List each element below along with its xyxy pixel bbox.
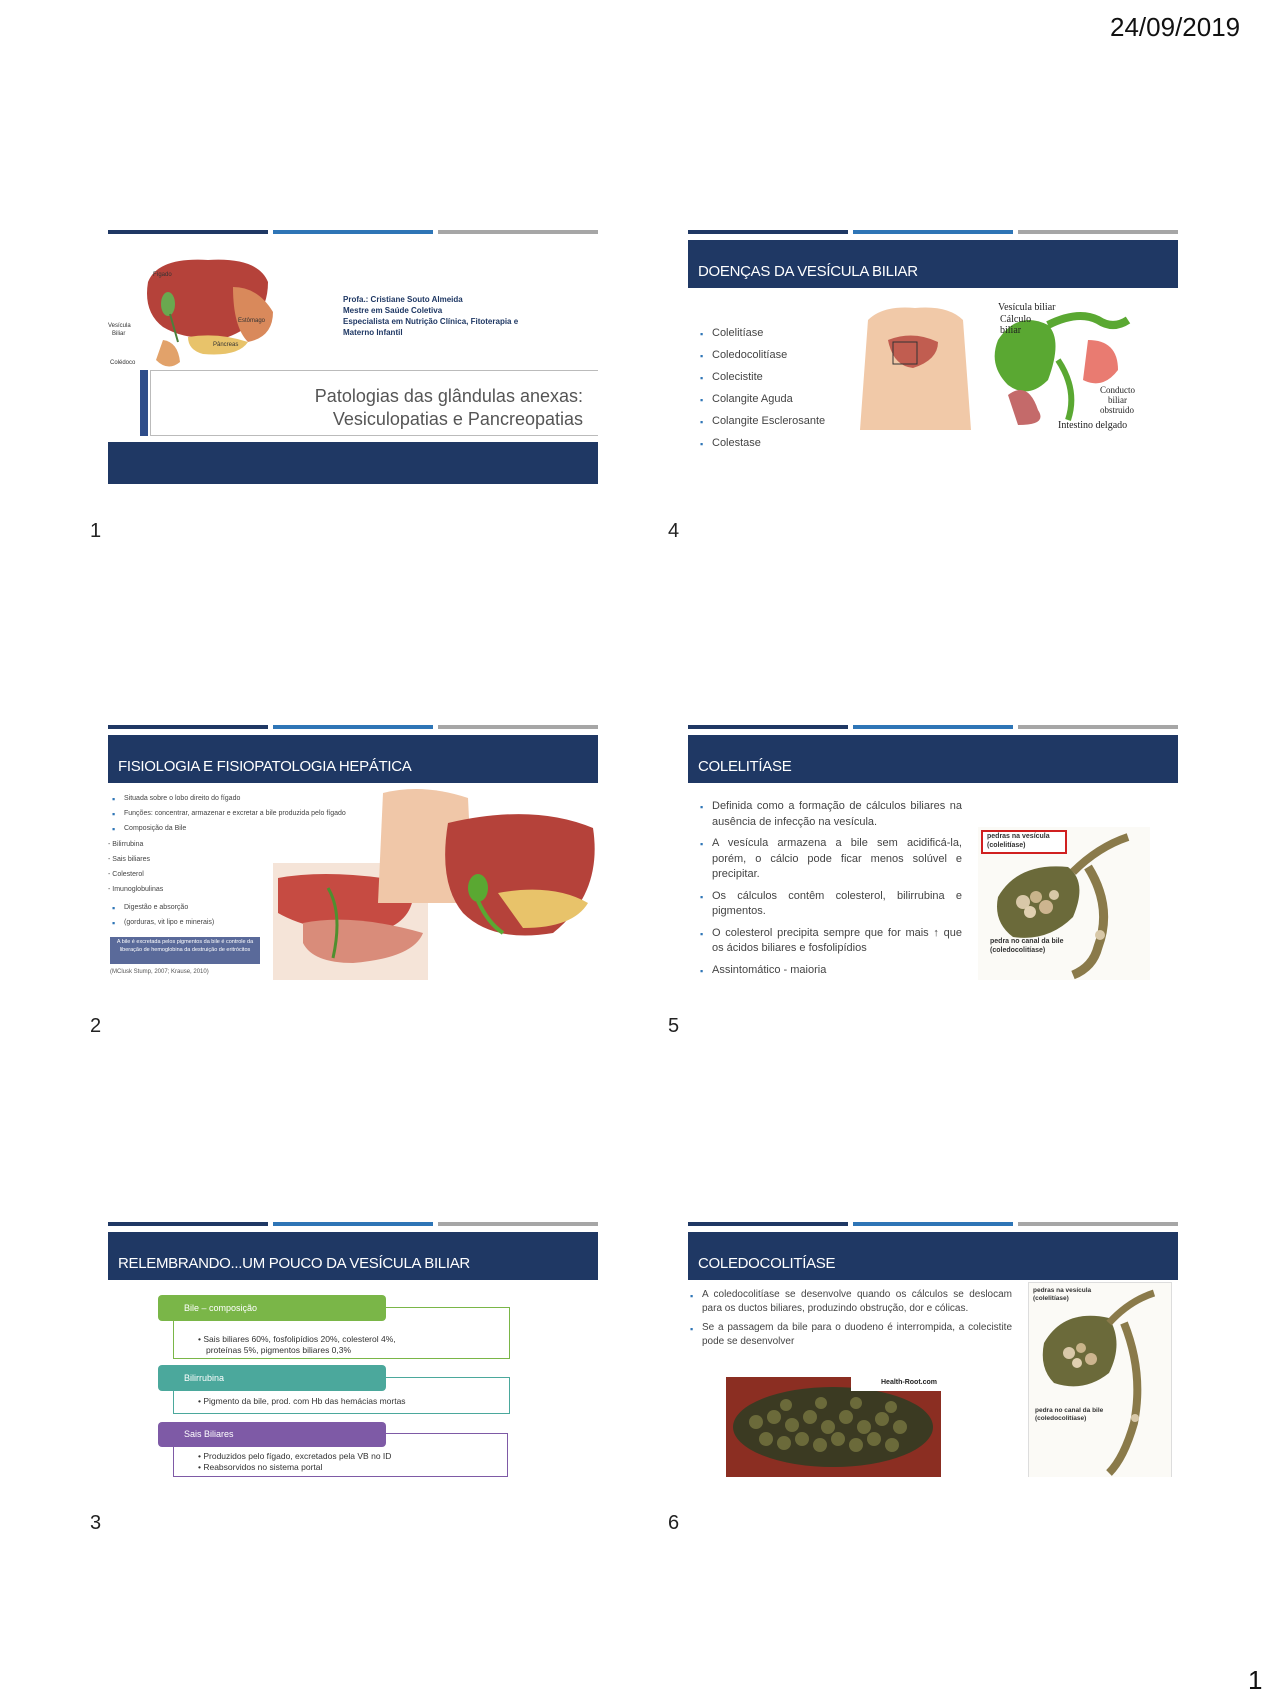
label-pedras: pedras na vesícula — [1033, 1287, 1092, 1294]
group-header-bile: Bile – composição — [158, 1295, 386, 1321]
list-item: • Produzidos pelo fígado, excretados pela VB no ID — [198, 1451, 392, 1461]
gallstones-illustration — [726, 1377, 941, 1477]
label-biliar: Biliar — [112, 331, 126, 337]
title-bar — [688, 735, 1178, 783]
gallstones-photo — [726, 1377, 941, 1477]
slide-title-line1: Patologias das glândulas anexas: — [314, 386, 583, 406]
bullet-list — [700, 322, 825, 454]
label-conducto-biliar: biliar — [1108, 395, 1127, 405]
page-number: 1 — [1248, 1665, 1263, 1695]
author-spec-2: Materno Infantil — [343, 328, 403, 337]
slide-title: COLELITÍASE — [698, 758, 792, 775]
list-item: proteínas 5%, pigmentos biliares 0,3% — [206, 1345, 352, 1355]
list-item: ▪ Situada sobre o lobo direito do fígado — [112, 791, 382, 806]
list-item: ▪ Composição da Bile — [112, 821, 382, 836]
slide-title: DOENÇAS DA VESÍCULA BILIAR — [698, 263, 918, 280]
label-figado: Fígado — [153, 272, 172, 278]
list-item: • Sais biliares 60%, fosfolipídios 20%, colesterol 4%, — [198, 1334, 396, 1344]
list-item: ▪ Digestão e absorção — [112, 900, 214, 915]
title-bar — [688, 1232, 1178, 1280]
gallstone-diagram — [1028, 1282, 1172, 1477]
group-items — [198, 1451, 507, 1473]
list-item: ▪ Se a passagem da bile para o duodeno é interrompida, a colecistite pode se desenvolver — [690, 1321, 1012, 1349]
slide-title: FISIOLOGIA E FISIOPATOLOGIA HEPÁTICA — [118, 758, 412, 775]
slide-number-6: 6 — [668, 1512, 680, 1534]
label-coledocolitiase-block — [990, 937, 1064, 955]
title-bar — [108, 735, 598, 783]
list-item: ▪ A vesícula armazena a bile sem acidificá-la, porém, o cálcio pode ficar menos solúvel e precipitar. — [700, 836, 962, 883]
label-box-colelitiase — [981, 830, 1067, 854]
list-item: - Colesterol — [108, 871, 144, 878]
list-item: • Reabsorvidos no sistema portal — [198, 1462, 323, 1472]
bottom-band — [108, 442, 598, 484]
list-item: - Sais biliares — [108, 856, 151, 863]
list-item: - Bilirrubina — [108, 841, 144, 848]
title-bar — [688, 240, 1178, 288]
callout-box: A bile é excretada pelos pigmentos da bile é controle da liberação de hemoglobina da destruição de eritrócitos — [110, 937, 260, 964]
group-items — [198, 1334, 509, 1356]
slide-1 — [108, 230, 598, 485]
slide-3 — [108, 1222, 598, 1477]
slide-6 — [688, 1222, 1178, 1477]
top-bars — [108, 725, 598, 730]
label-pancreas: Pâncreas — [213, 342, 239, 348]
list-item: ▪ O colesterol precipita sempre que for mais ↑ que os ácidos biliares e fosfolipídios — [700, 926, 962, 957]
label-colelitiase: (colelitíase) — [1033, 1295, 1069, 1302]
label-pedra-canal: pedra no canal da bile — [990, 938, 1064, 945]
list-item: ▪ Colelitíase — [700, 322, 825, 344]
sub-list — [108, 837, 163, 897]
slide-title: COLEDOCOLITÍASE — [698, 1255, 836, 1272]
slide-4 — [688, 230, 1178, 485]
list-item: ▪ Colestase — [700, 432, 825, 454]
list-item: ▪ Colecistite — [700, 366, 825, 388]
top-bars — [108, 1222, 598, 1227]
citation: (MClusk Stump, 2007; Krause, 2010) — [110, 969, 209, 975]
slide-title: RELEMBRANDO...UM POUCO DA VESÍCULA BILIAR — [118, 1255, 470, 1272]
label-vesicula-biliar: Vesícula biliar — [998, 302, 1056, 313]
author-block — [343, 294, 518, 338]
label-conducto: Conducto — [1100, 385, 1135, 395]
label-calculo: Cálculo — [1000, 314, 1032, 325]
watermark: Health-Root.com — [881, 1379, 937, 1386]
top-bars — [688, 1222, 1178, 1227]
slide-5 — [688, 725, 1178, 980]
author-name: Profa.: Cristiane Souto Almeida — [343, 295, 463, 304]
label-coledocolitiase-block — [1035, 1407, 1103, 1423]
slide-number-2: 2 — [90, 1015, 102, 1037]
list-item: ▪ Colangite Aguda — [700, 388, 825, 410]
torso-illustration — [853, 300, 978, 435]
label-estomago: Estômago — [238, 318, 266, 324]
title-box — [150, 370, 598, 436]
list-item: ▪ A coledocolitíase se desenvolve quando os cálculos se deslocam para os ductos biliares, produzindo obstrução, dor e cólicas. — [690, 1288, 1012, 1316]
label-vesicula: Vesícula — [108, 323, 131, 329]
gallstone-illustration — [1029, 1283, 1171, 1477]
slide-2 — [108, 725, 598, 980]
label-obstruido: obstruido — [1100, 405, 1135, 415]
label-pedras: pedras na vesícula — [987, 833, 1050, 840]
title-bar — [108, 1232, 598, 1280]
list-item: ▪ Funções: concentrar, armazenar e excretar a bile produzida pelo fígado — [112, 806, 382, 821]
slide-number-5: 5 — [668, 1015, 680, 1037]
label-coledocolitiase: (coledocolitíase) — [990, 947, 1046, 954]
author-spec: Especialista em Nutrição Clínica, Fitoterapia e — [343, 317, 519, 326]
top-bars — [108, 230, 598, 235]
slide-title-line2: Vesiculopatias e Pancreopatias — [332, 409, 583, 429]
slide-number-1: 1 — [90, 520, 102, 542]
list-item: ▪ Coledocolitíase — [700, 344, 825, 366]
bullet-list — [700, 799, 962, 978]
page-date: 24/09/2019 — [1110, 12, 1241, 42]
top-bars — [688, 725, 1178, 730]
label-colelitiase: (colelitíase) — [987, 842, 1026, 849]
top-bars — [688, 230, 1178, 235]
slide-number-4: 4 — [668, 520, 680, 542]
label-pedra-canal: pedra no canal da bile — [1035, 1407, 1104, 1414]
label-coledoco: Colédoco — [110, 360, 136, 366]
group-header-sais: Sais Biliares — [158, 1422, 386, 1447]
label-calculo-biliar: biliar — [1000, 325, 1022, 336]
list-item: ▪ (gorduras, vit lipo e minerais) — [112, 915, 214, 930]
bullet-list — [690, 1288, 1012, 1349]
label-colelitiase-block — [1033, 1287, 1091, 1303]
label-intestino: Intestino delgado — [1058, 420, 1128, 431]
list-item: ▪ Definida como a formação de cálculos biliares na ausência de infecção na vesícula. — [700, 799, 962, 830]
list-item: ▪ Colangite Esclerosante — [700, 410, 825, 432]
slide-number-3: 3 — [90, 1512, 102, 1534]
anatomy-illustration — [273, 783, 598, 980]
bullet-list-2 — [112, 900, 214, 930]
list-item: • Pigmento da bile, prod. com Hb das hemácias mortas — [198, 1396, 406, 1406]
title-accent — [140, 370, 148, 436]
group-header-bilirrubina: Bilirrubina — [158, 1365, 386, 1391]
author-degree: Mestre em Saúde Coletiva — [343, 306, 443, 315]
label-coledocolitiase: (coledocolitíase) — [1035, 1415, 1087, 1422]
list-item: ▪ Assintomático - maioria — [700, 963, 962, 979]
list-item: - Imunoglobulinas — [108, 886, 164, 893]
list-item: ▪ Os cálculos contêm colesterol, bilirrubina e pigmentos. — [700, 889, 962, 920]
